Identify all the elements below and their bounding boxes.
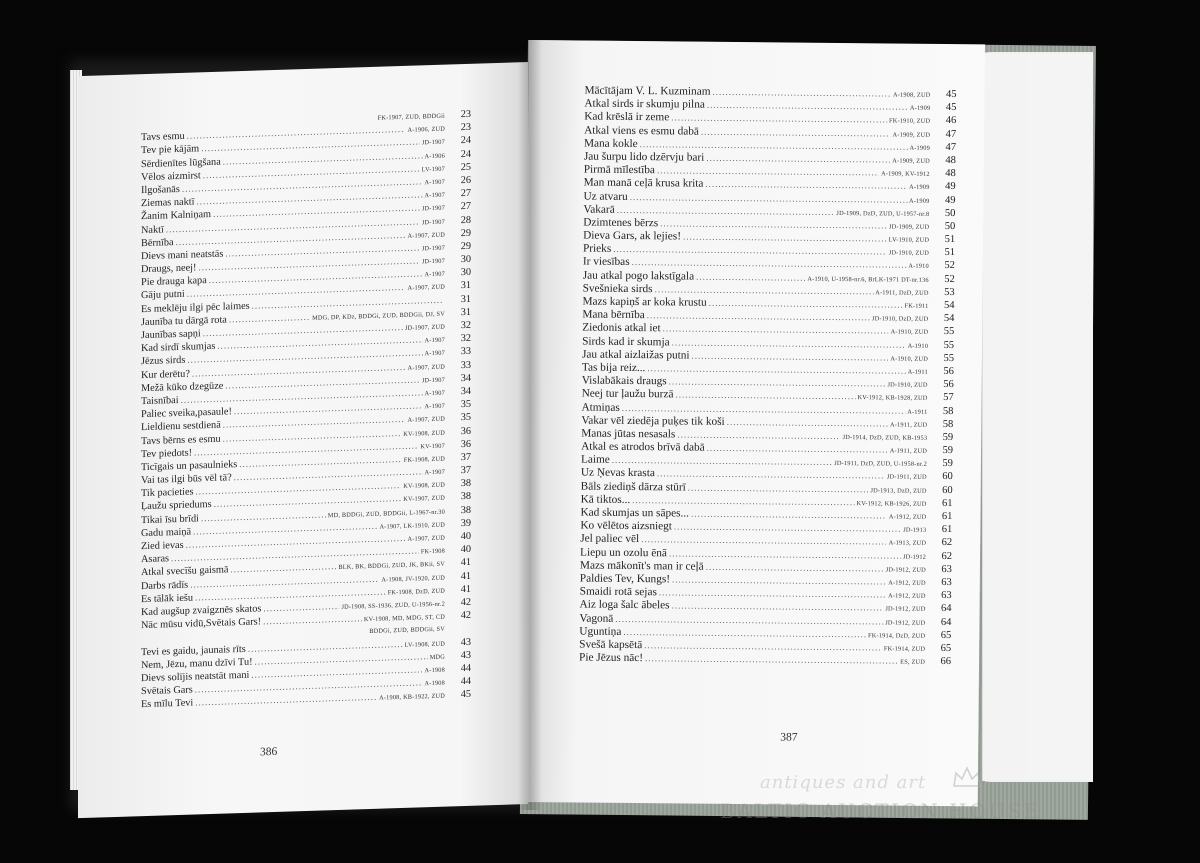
entry-page-number: 52 bbox=[944, 260, 955, 272]
entry-title: Jau atkal aizlaižas putni bbox=[581, 348, 690, 362]
entry-source: JD-1912 bbox=[902, 553, 927, 561]
entry-title: Man manā ceļā krusa krita bbox=[583, 176, 704, 190]
entry-title: Gadu maiņā bbox=[141, 526, 192, 539]
entry-title: Manas jūtas nesasals bbox=[581, 427, 676, 441]
entry-source: A-1911 bbox=[907, 408, 928, 416]
entry-source: A-1910, ZUD bbox=[890, 328, 929, 337]
entry-source: MDG, DP, KDz, BDDGi, ZUD, BDDGii, DJ, SV bbox=[312, 310, 445, 322]
entry-title: Paldies Tev, Kungs! bbox=[579, 572, 671, 586]
entry-page-number: 38 bbox=[460, 504, 471, 516]
entry-source: A-1906, ZUD bbox=[407, 125, 445, 134]
entry-title: Vagonā bbox=[579, 612, 614, 625]
entry-source: A-1911, DzD, ZUD bbox=[875, 289, 929, 297]
entry-title: Pie Jēzus nāc! bbox=[579, 651, 644, 665]
entry-title: Ziemas naktī bbox=[141, 196, 195, 210]
watermark-line-1: antiques and art bbox=[760, 772, 927, 793]
entry-page-number: 32 bbox=[460, 332, 471, 345]
entry-title: Vislabākais draugs bbox=[581, 374, 667, 388]
entry-source: A-1910 bbox=[908, 263, 929, 271]
entry-page-number: 45 bbox=[945, 102, 957, 114]
entry-source: A-1912, ZUD bbox=[888, 579, 926, 587]
entry-page-number: 26 bbox=[460, 174, 471, 187]
entry-source: A-1907, ZUD bbox=[407, 363, 445, 372]
entry-source: A-1907, ZUD bbox=[407, 231, 445, 240]
entry-title: Uguntiņa bbox=[579, 625, 622, 638]
entry-page-number: 66 bbox=[940, 656, 952, 668]
entry-title: Mācītājam V. L. Kuzminam bbox=[584, 84, 711, 98]
entry-title: Vai tas ilgi būs vēl tā? bbox=[141, 472, 232, 487]
entry-source: FK-1908, DzD, ZUD bbox=[387, 587, 445, 597]
entry-page-number: 38 bbox=[460, 491, 471, 503]
entry-title: Tev pie kājām bbox=[141, 143, 200, 157]
entry-source: A-1907 bbox=[424, 468, 445, 477]
entry-page-number: 48 bbox=[945, 154, 956, 167]
entry-title: Kad sirdī skumjas bbox=[141, 341, 216, 355]
entry-title: Nāc mūsu vidū,Svētais Gars! bbox=[141, 616, 262, 632]
entry-title: Svētais Gars bbox=[141, 684, 193, 698]
entry-page-number: 64 bbox=[940, 616, 952, 628]
entry-source: A-1911, ZUD bbox=[889, 421, 928, 429]
entry-page-number: 65 bbox=[940, 629, 952, 641]
entry-source: FK-1908, ZUD bbox=[403, 455, 445, 464]
entry-title: Tavs esmu bbox=[141, 130, 185, 144]
entry-source: JD-1907 bbox=[421, 376, 445, 385]
entry-page-number: 49 bbox=[944, 194, 956, 206]
entry-title: Pirmā mīlestība bbox=[583, 163, 656, 177]
entry-title: Nem, Jēzu, manu dzīvi Tu! bbox=[141, 656, 253, 671]
entry-page-number: 31 bbox=[460, 280, 471, 292]
entry-source: LV-1908, ZUD bbox=[404, 640, 445, 649]
entry-page-number: 44 bbox=[460, 662, 471, 674]
entry-title: Ir viesības bbox=[582, 255, 630, 269]
entry-title: Lieldienu sestdienā bbox=[141, 419, 221, 434]
entry-source: FK-1910, ZUD bbox=[888, 117, 931, 126]
entry-title: Asaras bbox=[141, 553, 170, 566]
left-page bbox=[78, 62, 528, 818]
entry-title: Smaidi rotā sejas bbox=[579, 585, 657, 599]
entry-page-number: 65 bbox=[940, 642, 952, 654]
entry-source: A-1912, ZUD bbox=[888, 513, 927, 521]
entry-source: A-1908, KB-1922, ZUD bbox=[379, 692, 445, 702]
entry-source: A-1907 bbox=[424, 191, 445, 200]
entry-source: A-1909 bbox=[909, 104, 931, 113]
entry-source: A-1910, ZUD bbox=[890, 355, 928, 363]
entry-page-number: 35 bbox=[460, 412, 471, 424]
entry-title: Jaunības sapņi bbox=[141, 328, 201, 342]
entry-source: MDG bbox=[429, 653, 445, 661]
entry-page-number: 30 bbox=[460, 253, 471, 266]
left-page-number: 386 bbox=[260, 745, 278, 759]
entry-title: Kad augšup zvaigznēs skatos bbox=[141, 603, 262, 619]
entry-source: JD-1914, DzD, ZUD, KB-1953 bbox=[842, 433, 928, 442]
entry-source: JD-1907 bbox=[421, 138, 445, 147]
entry-page-number: 49 bbox=[945, 181, 956, 193]
entry-source: JD-1910, ZUD bbox=[888, 249, 930, 258]
entry-page-number: 46 bbox=[945, 115, 957, 127]
entry-title: Es tālāk iešu bbox=[141, 592, 194, 605]
entry-title: Mežā kūko dzegūze bbox=[141, 380, 224, 394]
entry-page-number: 56 bbox=[943, 379, 954, 391]
entry-page-number: 31 bbox=[460, 306, 471, 318]
entry-source: ES, ZUD bbox=[900, 658, 926, 666]
entry-page-number: 33 bbox=[460, 359, 471, 371]
entry-page-number: 40 bbox=[460, 530, 471, 543]
entry-page-number: 24 bbox=[460, 148, 471, 160]
entry-title: Bāls ziediņš dārza stūrī bbox=[580, 480, 686, 494]
entry-title: Mana bērnība bbox=[582, 308, 645, 322]
entry-title: Zied ievas bbox=[141, 539, 184, 553]
entry-page-number: 27 bbox=[460, 201, 471, 213]
entry-page-number: 44 bbox=[460, 675, 471, 688]
entry-title: Ļaužu spriedums bbox=[141, 499, 212, 513]
entry-title: Pie drauga kapa bbox=[141, 275, 207, 289]
entry-source: BDDGi, ZUD, BDDGii, SV bbox=[369, 625, 445, 636]
entry-page-number: 56 bbox=[943, 365, 954, 378]
entry-source: JD-1910, ZUD bbox=[887, 381, 928, 389]
entry-page-number: 23 bbox=[460, 108, 471, 121]
watermark bbox=[720, 766, 1120, 836]
book-gutter bbox=[518, 40, 542, 810]
entry-title: Laime bbox=[580, 453, 610, 467]
entry-source: JD-1913 bbox=[903, 526, 927, 535]
entry-source: FK-1908 bbox=[420, 547, 445, 556]
entry-page-number: 58 bbox=[942, 405, 954, 417]
entry-page-number: 54 bbox=[943, 313, 955, 325]
entry-title: Uz Ņevas krasta bbox=[580, 466, 655, 480]
entry-source: KV-1912, KB-1926, ZUD bbox=[856, 499, 927, 508]
entry-source: KV-1907 bbox=[420, 442, 445, 451]
entry-title: Ko vēlētos aizsniegt bbox=[580, 519, 673, 533]
entry-title: Es meklēju ilgi pēc laimes bbox=[141, 300, 250, 315]
entry-source: A-1907 bbox=[424, 389, 445, 398]
entry-page-number: 51 bbox=[944, 247, 956, 259]
entry-source: JD-1913, DzD, ZUD bbox=[870, 486, 927, 495]
entry-page-number: 33 bbox=[460, 346, 471, 358]
entry-page-number: 62 bbox=[941, 550, 953, 562]
entry-page-number: 29 bbox=[460, 240, 471, 252]
entry-title: Vakarā bbox=[583, 203, 615, 216]
entry-title: Sirds kad ir skumja bbox=[582, 335, 670, 348]
entry-title: Mazs kapiņš ar koka krustu bbox=[582, 295, 707, 309]
entry-source: A-1909, ZUD bbox=[892, 131, 931, 139]
entry-title: Atmiņas bbox=[581, 401, 620, 414]
entry-title: Vēlos aizmirst bbox=[141, 170, 201, 183]
entry-source: A-1908 bbox=[424, 679, 445, 688]
entry-source: A-1909 bbox=[908, 197, 930, 205]
entry-page-number: 37 bbox=[460, 451, 471, 463]
entry-source: A-1906 bbox=[424, 152, 445, 160]
entry-page-number: 47 bbox=[945, 128, 957, 140]
entry-source: A-1909, ZUD bbox=[892, 157, 930, 165]
entry-page-number: 55 bbox=[943, 339, 955, 351]
left-table-of-contents bbox=[141, 108, 471, 712]
entry-source: KV-1908, ZUD bbox=[403, 481, 445, 491]
entry-title: Darbs rādīs bbox=[141, 579, 189, 592]
entry-source: A-1907, ZUD bbox=[407, 284, 445, 293]
entry-source: A-1912, ZUD bbox=[888, 592, 926, 600]
entry-source: FK-1914, DzD, ZUD bbox=[867, 631, 926, 640]
entry-page-number: 58 bbox=[942, 418, 954, 430]
entry-title: Neej tur ļaužu burzā bbox=[581, 387, 674, 401]
entry-page-number: 41 bbox=[460, 583, 471, 595]
entry-source: JD-1907 bbox=[421, 244, 445, 253]
entry-page-number: 59 bbox=[942, 445, 954, 457]
entry-page-number: 63 bbox=[941, 590, 952, 602]
entry-source: A-1907 bbox=[424, 402, 445, 411]
entry-page-number: 34 bbox=[460, 385, 471, 398]
entry-title: Jau šurpu lido dzērvju bari bbox=[583, 150, 705, 164]
entry-title: Gāju putni bbox=[141, 289, 185, 302]
entry-title: Atkal es atrodos brīvā dabā bbox=[581, 440, 705, 454]
entry-source: JD-1911, ZUD bbox=[886, 473, 927, 482]
entry-page-number: 31 bbox=[460, 293, 471, 305]
entry-page-number: 48 bbox=[945, 168, 956, 180]
entry-source: A-1911, ZUD bbox=[889, 447, 928, 455]
entry-page-number: 55 bbox=[943, 352, 955, 364]
entry-title: Aiz loga šalc ābeles bbox=[579, 598, 670, 612]
entry-page-number: 47 bbox=[945, 141, 957, 153]
entry-source: KV-1912, KB-1928, ZUD bbox=[857, 394, 928, 403]
entry-source: MD, BDDGi, ZUD, BDDGii, L-1967-nr.30 bbox=[327, 508, 445, 519]
entry-source: A-1907 bbox=[424, 349, 445, 358]
entry-page-number: 36 bbox=[460, 438, 471, 450]
entry-page-number: 60 bbox=[942, 471, 953, 483]
entry-title: Taisnībai bbox=[141, 394, 179, 408]
entry-page-number: 38 bbox=[460, 478, 471, 490]
entry-source: JD-1910, DzD, ZUD bbox=[872, 315, 929, 324]
entry-source: KV-1907, ZUD bbox=[403, 495, 445, 504]
entry-source: A-1907, ZUD bbox=[407, 415, 445, 425]
entry-title: Dzimtenes bērzs bbox=[583, 216, 659, 230]
entry-source: A-1910, U-1958-nr.6, BrLK-1971 DT-nr.136 bbox=[807, 275, 929, 284]
entry-title: Atkal svecīšu gaismā bbox=[141, 564, 229, 579]
entry-title: Ziedonis atkal iet bbox=[582, 321, 661, 335]
entry-source: JD-1912, ZUD bbox=[885, 605, 926, 614]
entry-source: JD-1912, ZUD bbox=[885, 566, 926, 574]
entry-source: JD-1907 bbox=[421, 257, 445, 266]
watermark-line-2: BALTIC AUCTION HOUSE bbox=[720, 799, 1041, 823]
entry-title: Uz atvaru bbox=[583, 190, 628, 203]
entry-title: Dievs mani neatstās bbox=[141, 248, 224, 263]
entry-source: FK-1907, ZUD, BDDGii bbox=[377, 112, 445, 122]
entry-page-number: 54 bbox=[943, 299, 955, 312]
entry-source: FK-1914, ZUD bbox=[883, 645, 926, 653]
entry-page-number: 23 bbox=[460, 121, 471, 134]
entry-title: Žanim Kalniņam bbox=[141, 209, 212, 223]
entry-page-number: 63 bbox=[941, 563, 952, 575]
entry-page-number: 32 bbox=[460, 319, 471, 332]
right-page bbox=[522, 40, 985, 806]
entry-source: JD-1912, ZUD bbox=[885, 618, 926, 627]
entry-page-number: 27 bbox=[460, 187, 471, 200]
entry-source: JD-1907 bbox=[421, 218, 445, 226]
entry-title: Mazs mākonīt's man ir ceļā bbox=[579, 559, 704, 573]
entry-page-number: 42 bbox=[460, 596, 471, 609]
entry-source: LV-1907 bbox=[421, 165, 445, 174]
entry-page-number: 41 bbox=[460, 557, 471, 569]
entry-page-number: 51 bbox=[944, 234, 956, 246]
entry-title: Bērnība bbox=[141, 236, 174, 249]
entry-source: A-1909 bbox=[909, 183, 930, 192]
entry-title: Tikai īsu brīdi bbox=[141, 512, 199, 526]
entry-title: Jau atkal pogo lakstīgala bbox=[582, 269, 695, 283]
entry-title: Kā tiktos... bbox=[580, 493, 631, 506]
entry-source: A-1913, ZUD bbox=[888, 539, 927, 548]
entry-source: A-1907, ZUD bbox=[407, 534, 445, 543]
entry-title: Atkal sirds ir skumju pilna bbox=[584, 97, 705, 111]
entry-page-number: 37 bbox=[460, 464, 471, 477]
entry-page-number: 53 bbox=[944, 286, 955, 298]
entry-source: A-1907 bbox=[424, 178, 445, 187]
entry-title: Tavs bērns es esmu bbox=[141, 433, 221, 447]
entry-page-number: 50 bbox=[944, 220, 956, 232]
entry-source: JD-1911, DzD, ZUD, U-1958-nr.2 bbox=[834, 460, 927, 469]
entry-page-number: 61 bbox=[941, 510, 953, 523]
leader-dots bbox=[696, 270, 805, 284]
entry-page-number: 30 bbox=[460, 267, 471, 279]
entry-page-number: 24 bbox=[460, 135, 471, 147]
entry-page-number: 34 bbox=[460, 372, 471, 384]
entry-title: Liepu un ozolu ēnā bbox=[580, 546, 668, 559]
entry-source: A-1907, LK-1910, ZUD bbox=[379, 521, 445, 531]
entry-source: A-1907 bbox=[424, 336, 445, 345]
entry-page-number: 40 bbox=[460, 543, 471, 556]
entry-source: A-1908, ZUD bbox=[892, 91, 931, 99]
entry-title: Atkal viens es esmu dabā bbox=[584, 124, 700, 138]
entry-title: Kad krēslā ir zeme bbox=[584, 110, 670, 124]
crown-icon bbox=[952, 766, 982, 788]
entry-page-number: 43 bbox=[460, 636, 471, 648]
entry-page-number: 57 bbox=[943, 392, 954, 404]
entry-page-number: 59 bbox=[942, 431, 954, 443]
entry-source: JD-1907 bbox=[421, 204, 445, 213]
entry-source: A-1909, KV-1912 bbox=[881, 170, 930, 178]
right-page-number: 387 bbox=[780, 731, 798, 744]
right-table-of-contents bbox=[579, 85, 957, 669]
entry-source: JD-1907, ZUD bbox=[404, 323, 445, 332]
entry-page-number: 61 bbox=[941, 524, 953, 536]
entry-title: Jēzus sirds bbox=[141, 355, 186, 368]
entry-title: Tas bija reiz... bbox=[581, 361, 646, 375]
entry-page-number: 25 bbox=[460, 161, 471, 173]
entry-source: KV-1908, ZUD bbox=[403, 429, 445, 438]
entry-source: JD-1909, DzD, ZUD, U-1957-nr.8 bbox=[836, 209, 930, 218]
entry-source: LV-1910, ZUD bbox=[888, 236, 930, 244]
entry-source: A-1909 bbox=[909, 144, 931, 152]
entry-title: Dievs solījis neatstāt mani bbox=[141, 669, 250, 685]
entry-page-number: 29 bbox=[460, 227, 471, 239]
entry-page-number: 43 bbox=[460, 649, 471, 661]
entry-page-number: 39 bbox=[460, 517, 471, 529]
entry-title: Tev piedots! bbox=[141, 447, 193, 460]
entry-page-number: 45 bbox=[460, 689, 471, 701]
entry-source: BLK, BK, BDDGi, ZUD, JK, BKii, SV bbox=[338, 560, 445, 572]
entry-source: JD-1908, SS-1936, ZUD, U-1956-nr.2 bbox=[341, 600, 445, 611]
entry-page-number bbox=[451, 630, 471, 631]
entry-source: JD-1909, ZUD bbox=[889, 223, 930, 231]
entry-source: KV-1908, MD, MDG, ST, CD bbox=[363, 613, 445, 624]
entry-page-number: 63 bbox=[941, 576, 952, 589]
entry-page-number: 35 bbox=[460, 398, 471, 411]
entry-page-number: 62 bbox=[941, 537, 953, 549]
entry-title: Prieks bbox=[582, 242, 612, 256]
entry-title: Dieva Gars, ak lejies! bbox=[583, 229, 682, 243]
entry-title: Tik pacieties bbox=[141, 486, 194, 500]
entry-title: Tevi es gaidu, jaunais rīts bbox=[141, 643, 246, 658]
entry-title: Es mīlu Tevi bbox=[141, 697, 194, 711]
entry-page-number: 45 bbox=[945, 89, 957, 101]
entry-title: Kur derētu? bbox=[141, 368, 190, 381]
entry-page-number: 60 bbox=[942, 484, 953, 496]
entry-page-number: 42 bbox=[460, 609, 471, 622]
entry-page-number: 28 bbox=[460, 214, 471, 226]
toc-entry bbox=[579, 652, 951, 669]
entry-title: Svešnieka sirds bbox=[582, 282, 653, 296]
page-edge bbox=[982, 53, 1027, 781]
entry-page-number: 64 bbox=[941, 603, 952, 615]
entry-source: A-1907 bbox=[424, 270, 445, 279]
entry-page-number: 59 bbox=[942, 458, 954, 470]
entry-title: Jaunība tu dārgā rota bbox=[141, 314, 227, 328]
entry-title: Ticīgais un pasaulnieks bbox=[141, 459, 238, 474]
entry-page-number: 50 bbox=[944, 207, 956, 219]
entry-title: Mana kokle bbox=[583, 137, 638, 150]
entry-page-number: 52 bbox=[944, 273, 955, 285]
entry-title: Sērdienītes lūgšana bbox=[141, 156, 221, 170]
entry-page-number: 41 bbox=[460, 570, 471, 582]
entry-title: Jel paliec vēl bbox=[580, 532, 640, 546]
entry-source: A-1911 bbox=[907, 368, 928, 376]
entry-title: Svešā kapsētā bbox=[579, 638, 643, 651]
entry-title: Ilgošanās bbox=[141, 183, 180, 197]
entry-page-number: 61 bbox=[942, 497, 953, 509]
entry-title: Naktī bbox=[141, 223, 164, 236]
entry-page-number: 36 bbox=[460, 425, 471, 437]
entry-title: Kad skumjas un sāpes... bbox=[580, 506, 690, 520]
entry-title: Vakar vēl ziedēja puķes tik koši bbox=[581, 414, 725, 428]
entry-title: Paliec sveika,pasaule! bbox=[141, 406, 232, 421]
entry-source: A-1908 bbox=[424, 666, 445, 675]
entry-source: FK-1911 bbox=[904, 302, 929, 310]
leader-dots bbox=[645, 652, 898, 668]
entry-page-number: 55 bbox=[943, 326, 955, 338]
entry-title: Draugs, neej! bbox=[141, 262, 197, 276]
entry-source: A-1910 bbox=[907, 342, 929, 350]
entry-source: A-1908, JV-1920, ZUD bbox=[381, 574, 445, 584]
